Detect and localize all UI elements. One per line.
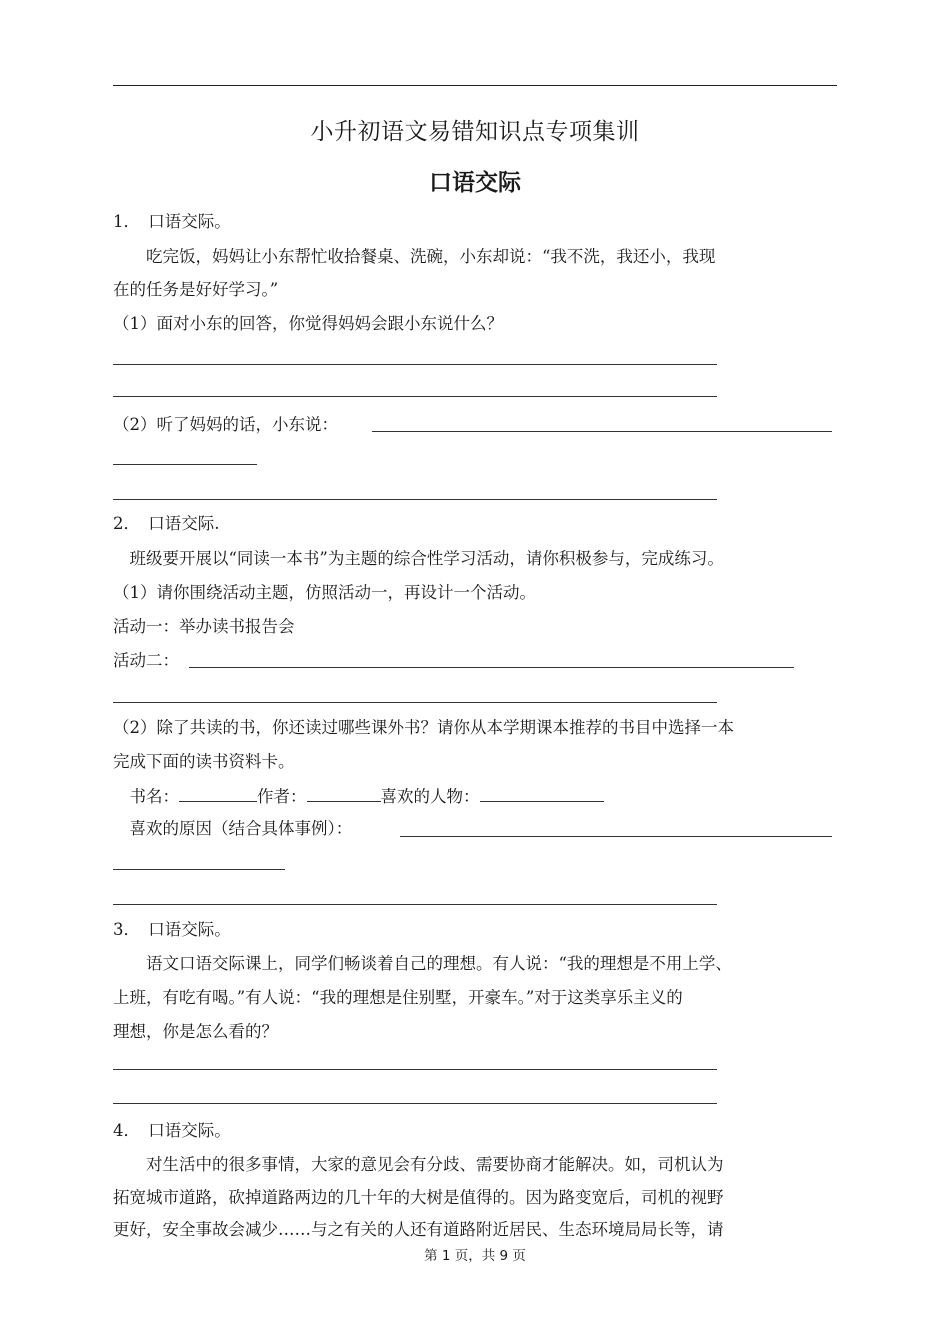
q2-subquestion-1: （1）请你围绕活动主题，仿照活动一，再设计一个活动。 [113, 583, 536, 602]
activity-1: 活动一：举办读书报告会 [113, 617, 295, 636]
q3-paragraph-line-2: 上班，有吃有喝。”有人说：“我的理想是住别墅，开豪车。”对于这类享乐主义的 [113, 988, 683, 1007]
answer-line[interactable] [113, 364, 717, 365]
book-name-field[interactable] [179, 785, 257, 802]
answer-line[interactable] [372, 431, 832, 432]
q3-paragraph-line-1: 语文口语交际课上，同学们畅谈着自己的理想。有人说：“我的理想是不用上学、 [113, 954, 732, 973]
q2-heading: 2． 口语交际. [113, 514, 220, 533]
author-field[interactable] [307, 785, 381, 802]
q1-paragraph-line-1: 吃完饭，妈妈让小东帮忙收拾餐桌、洗碗，小东却说：“我不洗，我还小，我现 [113, 247, 716, 266]
favorite-character-field[interactable] [480, 785, 604, 802]
q3-paragraph-line-3: 理想，你是怎么看的？ [113, 1022, 278, 1041]
q4-paragraph-line-2: 拓宽城市道路，砍掉道路两边的几十年的大树是值得的。因为路变宽后，司机的视野 [113, 1188, 724, 1207]
q4-heading: 4． 口语交际。 [113, 1121, 231, 1140]
section-title: 口语交际 [429, 170, 521, 196]
answer-line[interactable] [113, 1103, 717, 1104]
document-title: 小升初语文易错知识点专项集训 [310, 119, 640, 145]
q1-subquestion-2: （2）听了妈妈的话，小东说： [113, 415, 338, 434]
page-number: 第 1 页，共 9 页 [424, 1248, 526, 1264]
q2-subquestion-2-line-2: 完成下面的读书资料卡。 [113, 752, 295, 771]
answer-line[interactable] [113, 904, 717, 905]
q4-paragraph-line-3: 更好，安全事故会减少……与之有关的人还有道路附近居民、生态环境局局长等，请 [113, 1220, 724, 1239]
book-name-label: 书名： [113, 787, 179, 806]
q3-heading: 3． 口语交际。 [113, 920, 231, 939]
answer-line[interactable] [113, 1069, 717, 1070]
q1-paragraph-line-2: 在的任务是好好学习。” [113, 280, 279, 299]
answer-line[interactable] [400, 836, 832, 837]
q1-subquestion-1: （1）面对小东的回答，你觉得妈妈会跟小东说什么？ [113, 314, 503, 333]
answer-line[interactable] [113, 869, 285, 870]
q1-heading: 1． 口语交际。 [113, 212, 231, 231]
author-label: 作者： [257, 787, 307, 806]
answer-line[interactable] [113, 464, 257, 465]
answer-line[interactable] [189, 667, 794, 668]
answer-line[interactable] [113, 702, 717, 703]
q2-intro: 班级要开展以“同读一本书”为主题的综合性学习活动，请你积极参与，完成练习。 [113, 549, 724, 568]
q4-paragraph-line-1: 对生活中的很多事情，大家的意见会有分歧、需要协商才能解决。如，司机认为 [113, 1155, 724, 1174]
reason-label: 喜欢的原因（结合具体事例）： [113, 819, 353, 838]
activity-2-label: 活动二： [113, 651, 179, 670]
answer-line[interactable] [113, 396, 717, 397]
header-rule [113, 85, 837, 86]
reading-card-row [113, 785, 604, 808]
answer-line[interactable] [113, 499, 717, 500]
favorite-character-label: 喜欢的人物： [380, 787, 480, 806]
q2-subquestion-2-line-1: （2）除了共读的书，你还读过哪些课外书？请你从本学期课本推荐的书目中选择一本 [113, 718, 734, 737]
